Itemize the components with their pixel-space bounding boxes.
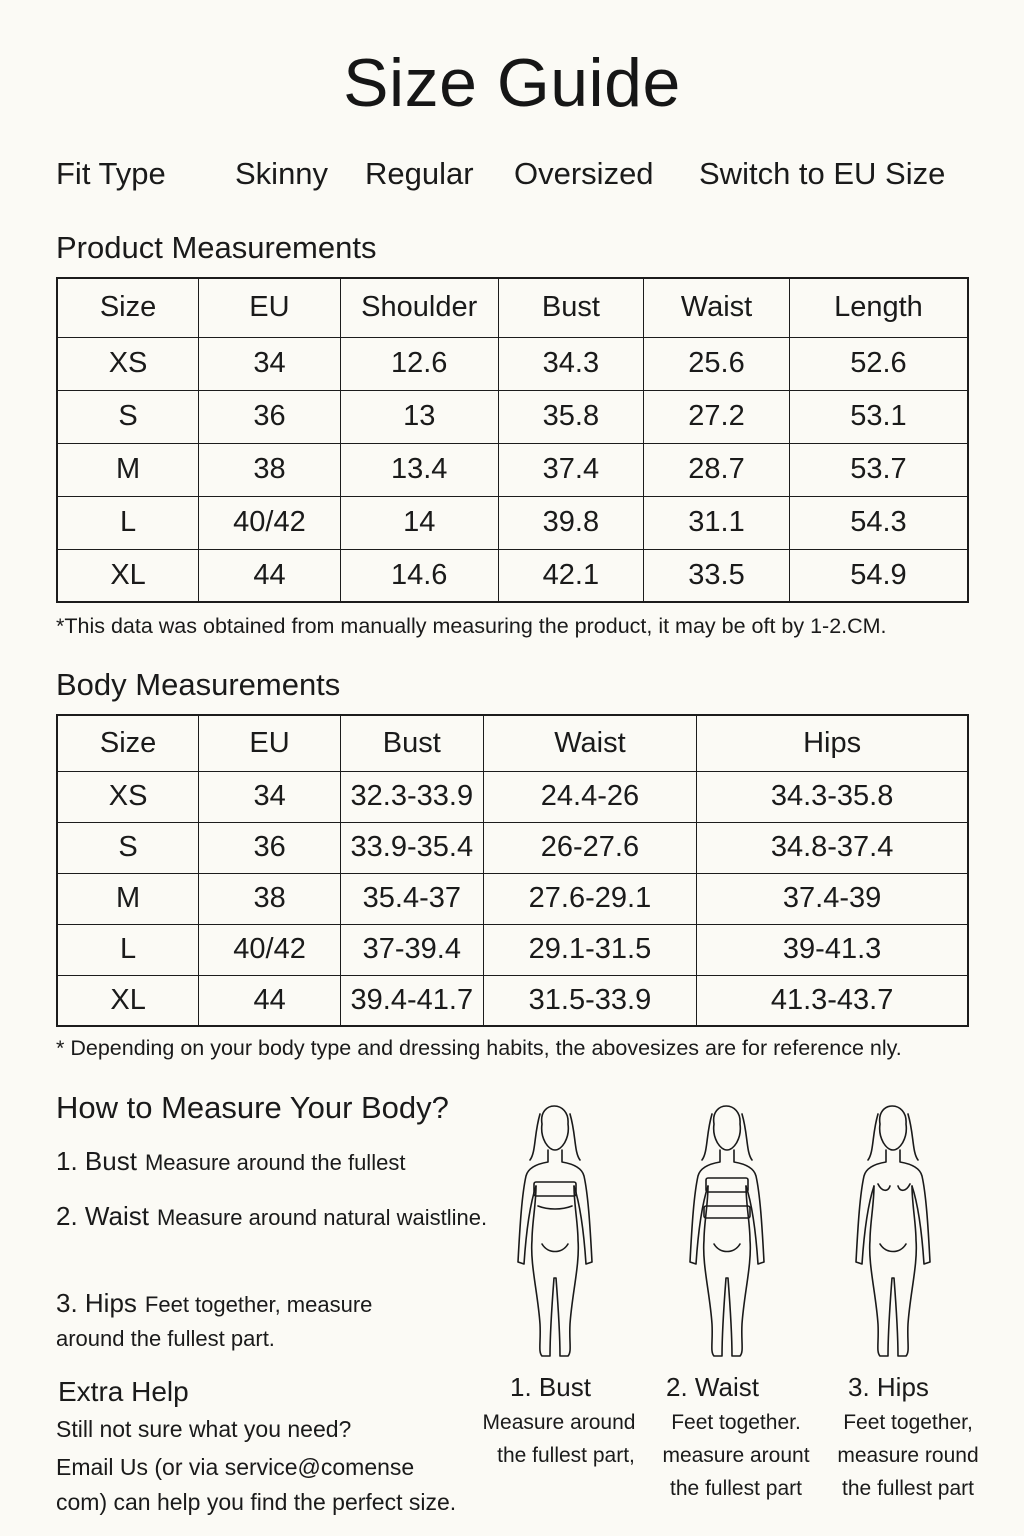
header-cell: Size (57, 278, 199, 337)
figure-desc-line: Feet together, (843, 1411, 973, 1434)
header-cell: EU (199, 278, 341, 337)
table-cell: S (57, 390, 199, 443)
product-note: *This data was obtained from manually measuring the product, it may be oft by 1-2.CM. (56, 614, 887, 638)
figure-desc-waist (654, 1406, 818, 1505)
table-cell: 37-39.4 (340, 924, 483, 975)
bust-figure-icon (508, 1094, 604, 1364)
header-cell: Hips (697, 715, 968, 771)
table-cell: S (57, 822, 199, 873)
table-cell: XL (57, 975, 199, 1026)
table-cell: 52.6 (789, 337, 968, 390)
step-hips (56, 1286, 436, 1356)
product-measurements-title: Product Measurements (56, 230, 377, 265)
header-cell: Waist (483, 715, 697, 771)
table-cell: 34.3-35.8 (697, 771, 968, 822)
table-header-row (57, 278, 968, 337)
body-measurements-title: Body Measurements (56, 667, 341, 702)
page-title: Size Guide (343, 45, 681, 121)
fit-option-oversized[interactable]: Oversized (514, 156, 654, 191)
step-text: Feet together, measure around the fullest part. (56, 1292, 373, 1351)
figure-desc-hips (828, 1406, 988, 1505)
table-row (57, 337, 968, 390)
table-cell: 44 (199, 975, 341, 1026)
table-cell: 12.6 (340, 337, 498, 390)
table-cell: 26-27.6 (483, 822, 697, 873)
help-line: com) can help you find the perfect size. (56, 1489, 457, 1515)
step-bust (56, 1144, 496, 1180)
table-cell: 31.5-33.9 (483, 975, 697, 1026)
header-cell: Waist (644, 278, 790, 337)
help-email-line[interactable]: Email Us (or via service@comense (56, 1454, 415, 1480)
table-cell: 14.6 (340, 549, 498, 602)
table-cell: 34 (199, 771, 341, 822)
waist-figure-icon (680, 1094, 776, 1364)
figure-desc-line: measure arount (662, 1444, 810, 1467)
table-cell: 53.1 (789, 390, 968, 443)
step-name: 3. Hips (56, 1288, 137, 1318)
table-cell: L (57, 496, 199, 549)
table-cell: 40/42 (199, 924, 341, 975)
table-cell: 39.4-41.7 (340, 975, 483, 1026)
figure-desc-line: the fullest part (670, 1477, 802, 1500)
fit-type-label: Fit Type (56, 156, 166, 191)
table-cell: 28.7 (644, 443, 790, 496)
step-name: 2. Waist (56, 1201, 149, 1231)
table-cell: L (57, 924, 199, 975)
table-cell: 54.9 (789, 549, 968, 602)
table-cell: 27.6-29.1 (483, 873, 697, 924)
table-cell: 35.8 (498, 390, 644, 443)
fit-option-skinny[interactable]: Skinny (235, 156, 329, 191)
table-cell: 31.1 (644, 496, 790, 549)
table-cell: M (57, 443, 199, 496)
body-measurements-table (56, 714, 969, 1027)
table-cell: 54.3 (789, 496, 968, 549)
table-header-row (57, 715, 968, 771)
table-cell: 35.4-37 (340, 873, 483, 924)
table-cell: 25.6 (644, 337, 790, 390)
table-cell: 33.9-35.4 (340, 822, 483, 873)
table-cell: 53.7 (789, 443, 968, 496)
table-cell: 24.4-26 (483, 771, 697, 822)
step-text: Measure around natural waistline. (156, 1205, 488, 1230)
how-to-measure-title: How to Measure Your Body? (56, 1090, 449, 1125)
table-row (57, 390, 968, 443)
table-cell: 38 (199, 873, 341, 924)
table-cell: 39.8 (498, 496, 644, 549)
figure-desc-line: Measure around (482, 1411, 636, 1434)
table-cell: M (57, 873, 199, 924)
product-measurements-table (56, 277, 969, 603)
table-row (57, 443, 968, 496)
figure-desc-line: Feet together. (671, 1411, 801, 1434)
figure-label-bust: 1. Bust (510, 1372, 591, 1402)
figure-label-waist: 2. Waist (666, 1372, 759, 1402)
header-cell: EU (199, 715, 341, 771)
table-cell: 44 (199, 549, 341, 602)
switch-eu-size-link[interactable]: Switch to EU Size (699, 156, 946, 191)
table-cell: 42.1 (498, 549, 644, 602)
table-cell: 40/42 (199, 496, 341, 549)
header-cell: Length (789, 278, 968, 337)
step-text: Measure around the fullest (144, 1150, 406, 1175)
table-row (57, 771, 968, 822)
header-cell: Bust (498, 278, 644, 337)
table-cell: 13 (340, 390, 498, 443)
table-cell: 39-41.3 (697, 924, 968, 975)
table-row (57, 924, 968, 975)
table-cell: 34.3 (498, 337, 644, 390)
figure-label-hips: 3. Hips (848, 1372, 929, 1402)
table-cell: 37.4 (498, 443, 644, 496)
table-cell: 32.3-33.9 (340, 771, 483, 822)
table-row (57, 975, 968, 1026)
help-line: Still not sure what you need? (56, 1416, 352, 1442)
header-cell: Shoulder (340, 278, 498, 337)
table-row (57, 549, 968, 602)
figure-desc-line: the fullest part, (497, 1444, 635, 1467)
figure-desc-line: the fullest part (842, 1477, 974, 1500)
table-cell: 27.2 (644, 390, 790, 443)
table-row (57, 822, 968, 873)
table-cell: XS (57, 337, 199, 390)
table-cell: 34.8-37.4 (697, 822, 968, 873)
table-cell: XL (57, 549, 199, 602)
table-cell: 38 (199, 443, 341, 496)
step-name: 1. Bust (56, 1146, 137, 1176)
step-waist (56, 1199, 496, 1235)
table-cell: 13.4 (340, 443, 498, 496)
extra-help-title: Extra Help (58, 1376, 189, 1407)
figure-desc-bust (476, 1406, 642, 1472)
figure-desc-line: measure round (837, 1444, 979, 1467)
header-cell: Size (57, 715, 199, 771)
body-note: * Depending on your body type and dressing habits, the abovesizes are for reference nly. (56, 1036, 902, 1060)
table-cell: 41.3-43.7 (697, 975, 968, 1026)
table-cell: XS (57, 771, 199, 822)
header-cell: Bust (340, 715, 483, 771)
fit-option-regular[interactable]: Regular (365, 156, 474, 191)
table-row (57, 496, 968, 549)
table-cell: 37.4-39 (697, 873, 968, 924)
table-cell: 34 (199, 337, 341, 390)
table-cell: 14 (340, 496, 498, 549)
table-cell: 36 (199, 822, 341, 873)
table-cell: 29.1-31.5 (483, 924, 697, 975)
table-row (57, 873, 968, 924)
table-cell: 36 (199, 390, 341, 443)
hips-figure-icon (846, 1094, 942, 1364)
table-cell: 33.5 (644, 549, 790, 602)
